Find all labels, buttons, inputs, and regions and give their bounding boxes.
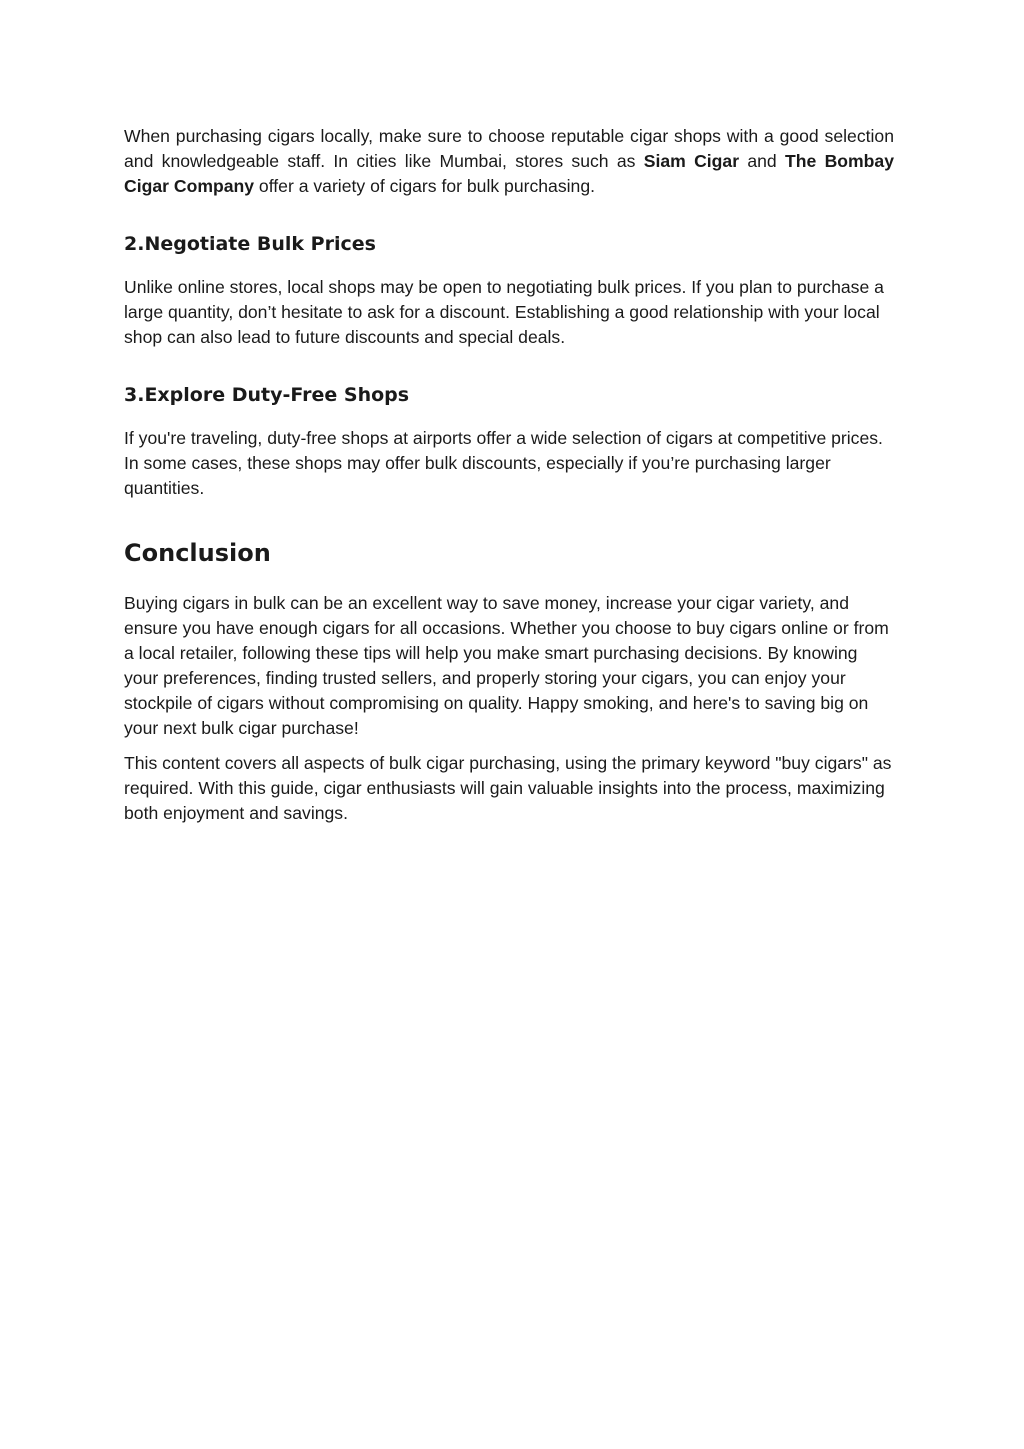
intro-bold-siam-cigar: Siam Cigar (643, 151, 740, 171)
intro-paragraph (124, 124, 894, 199)
intro-bold-bombay-cigar-company: The Bombay Cigar Company (124, 151, 894, 196)
section-body-negotiate: Unlike online stores, local shops may be open to negotiating bulk prices. If you plan to purchase a large quantity, don’t hesitate to ask for a discount. Establishing a good relationship with your local shop can also lead to future discounts and special deals. (124, 277, 884, 347)
conclusion-heading: Conclusion (124, 539, 271, 567)
section-body-duty-free: If you're traveling, duty-free shops at airports offer a wide selection of cigars at competitive prices. In some cases, these shops may offer bulk discounts, especially if you’re purchasing larger quantities. (124, 428, 883, 498)
intro-text-1: When purchasing cigars locally, make sure to choose reputable cigar shops with a good selection and knowledgeable staff. In cities like Mumbai, stores such as (124, 126, 894, 171)
intro-text-3: offer a variety of cigars for bulk purchasing. (254, 176, 595, 196)
conclusion-paragraph-1: Buying cigars in bulk can be an excellent way to save money, increase your cigar variety, and ensure you have enough cigars for all occasions. Whether you choose to buy cigars online or from a local retailer, following these tips will help you make smart purchasing decisions. By knowing your preferences, finding trusted sellers, and properly storing your cigars, you can enjoy your stockpile of cigars without compromising on quality. Happy smoking, and here's to saving big on your next bulk cigar purchase! (124, 593, 889, 738)
section-heading-negotiate: 2.Negotiate Bulk Prices (124, 233, 376, 255)
section-heading-duty-free: 3.Explore Duty-Free Shops (124, 384, 410, 406)
document-page (124, 124, 894, 826)
intro-text-2: and (739, 151, 785, 171)
conclusion-paragraph-2: This content covers all aspects of bulk cigar purchasing, using the primary keyword "buy cigars" as required. With this guide, cigar enthusiasts will gain valuable insights into the process, maximizing both enjoyment and savings. (124, 753, 892, 823)
